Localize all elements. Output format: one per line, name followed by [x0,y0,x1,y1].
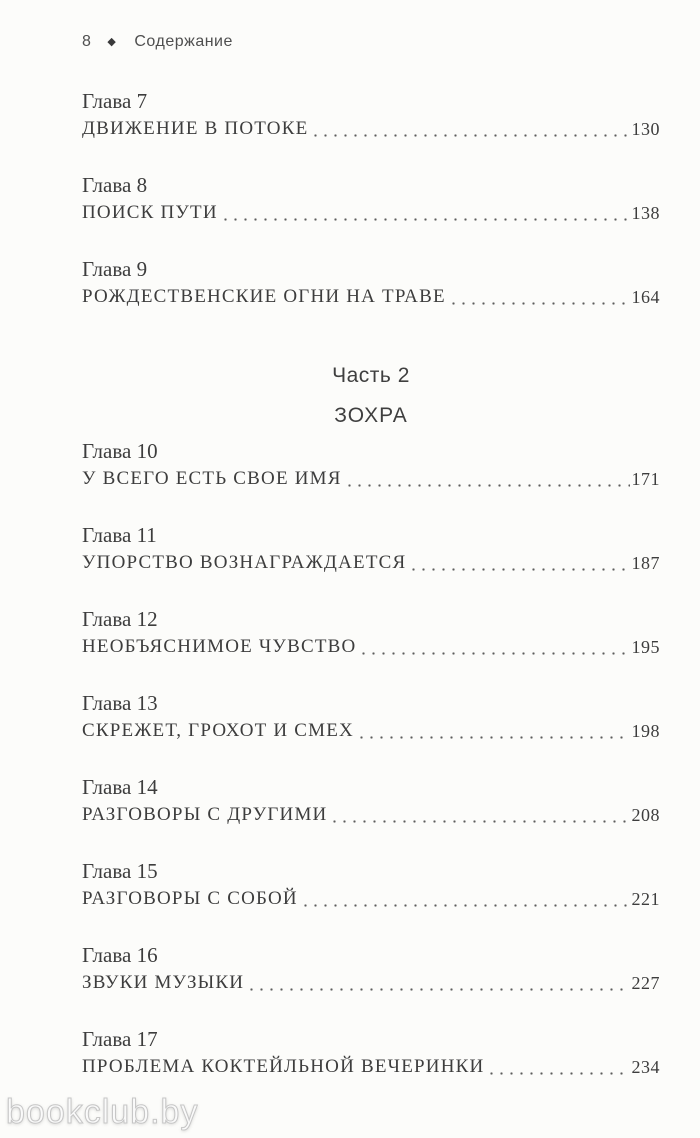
chapter-title-row [82,548,660,578]
chapter-label: Глава 11 [82,523,157,547]
chapter-page-number: 227 [631,973,660,993]
dotted-leader [360,716,630,746]
toc-entry [82,774,660,830]
chapter-title-row [82,632,660,662]
running-head [82,33,233,51]
chapter-title: УПОРСТВО ВОЗНАГРАЖДАЕТСЯ [82,552,407,573]
chapter-title-row [82,464,660,494]
dotted-leader [224,198,630,228]
watermark-bookclub: bookclub.by [6,1093,199,1131]
chapter-title: РАЗГОВОРЫ С СОБОЙ [82,888,298,909]
chapter-title-row [82,800,660,830]
chapter-label: Глава 7 [82,89,148,113]
chapter-title-row [82,1052,660,1082]
chapter-title: НЕОБЪЯСНИМОЕ ЧУВСТВО [82,636,357,657]
toc-entry [82,172,660,228]
table-of-contents [82,88,660,1110]
chapter-title-row [82,198,660,228]
chapter-label: Глава 15 [82,859,158,883]
chapter-title: РОЖДЕСТВЕНСКИЕ ОГНИ НА ТРАВЕ [82,286,446,307]
chapter-label: Глава 17 [82,1027,158,1051]
chapter-title-row [82,282,660,312]
folio-page-number: 8 [82,33,92,50]
chapter-page-number: 130 [631,119,660,139]
chapter-title: ЗВУКИ МУЗЫКИ [82,972,245,993]
diamond-separator-icon: ◆ [107,35,117,48]
dotted-leader [412,548,629,578]
part-heading-block [82,362,660,430]
dotted-leader [250,968,629,998]
dotted-leader [333,800,629,830]
chapter-title-row [82,716,660,746]
chapter-page-number: 171 [631,469,660,489]
chapter-page-number: 198 [631,721,660,741]
chapter-label: Глава 9 [82,257,148,281]
chapter-label: Глава 16 [82,943,158,967]
part-title: ЗОХРА [334,404,408,427]
dotted-leader [314,114,629,144]
chapter-title-row [82,884,660,914]
chapter-title-row [82,968,660,998]
chapter-page-number: 164 [631,287,660,307]
chapter-page-number: 208 [631,805,660,825]
toc-entries-part1 [82,88,660,312]
toc-entry [82,438,660,494]
chapter-label: Глава 8 [82,173,148,197]
chapter-title: ДВИЖЕНИЕ В ПОТОКЕ [82,118,309,139]
toc-entry [82,1026,660,1082]
dotted-leader [362,632,629,662]
part-label: Часть 2 [332,364,410,387]
toc-entry [82,88,660,144]
chapter-label: Глава 14 [82,775,158,799]
toc-entry [82,858,660,914]
toc-entry [82,942,660,998]
dotted-leader [452,282,630,312]
dotted-leader [304,884,630,914]
chapter-page-number: 187 [631,553,660,573]
chapter-title: ПРОБЛЕМА КОКТЕЙЛЬНОЙ ВЕЧЕРИНКИ [82,1056,485,1077]
chapter-title: РАЗГОВОРЫ С ДРУГИМИ [82,804,328,825]
toc-entry [82,606,660,662]
chapter-title-row [82,114,660,144]
toc-entry [82,256,660,312]
chapter-page-number: 221 [631,889,660,909]
toc-entry [82,690,660,746]
chapter-label: Глава 13 [82,691,158,715]
dotted-leader [490,1052,629,1082]
toc-entries-part2 [82,438,660,1082]
chapter-label: Глава 12 [82,607,158,631]
running-head-title: Содержание [134,33,233,50]
chapter-page-number: 234 [631,1057,660,1077]
chapter-label: Глава 10 [82,439,158,463]
chapter-title: У ВСЕГО ЕСТЬ СВОЕ ИМЯ [82,468,342,489]
chapter-title: СКРЕЖЕТ, ГРОХОТ И СМЕХ [82,720,354,741]
toc-entry [82,522,660,578]
dotted-leader [348,464,630,494]
chapter-title: ПОИСК ПУТИ [82,202,218,223]
chapter-page-number: 195 [631,637,660,657]
chapter-page-number: 138 [631,203,660,223]
